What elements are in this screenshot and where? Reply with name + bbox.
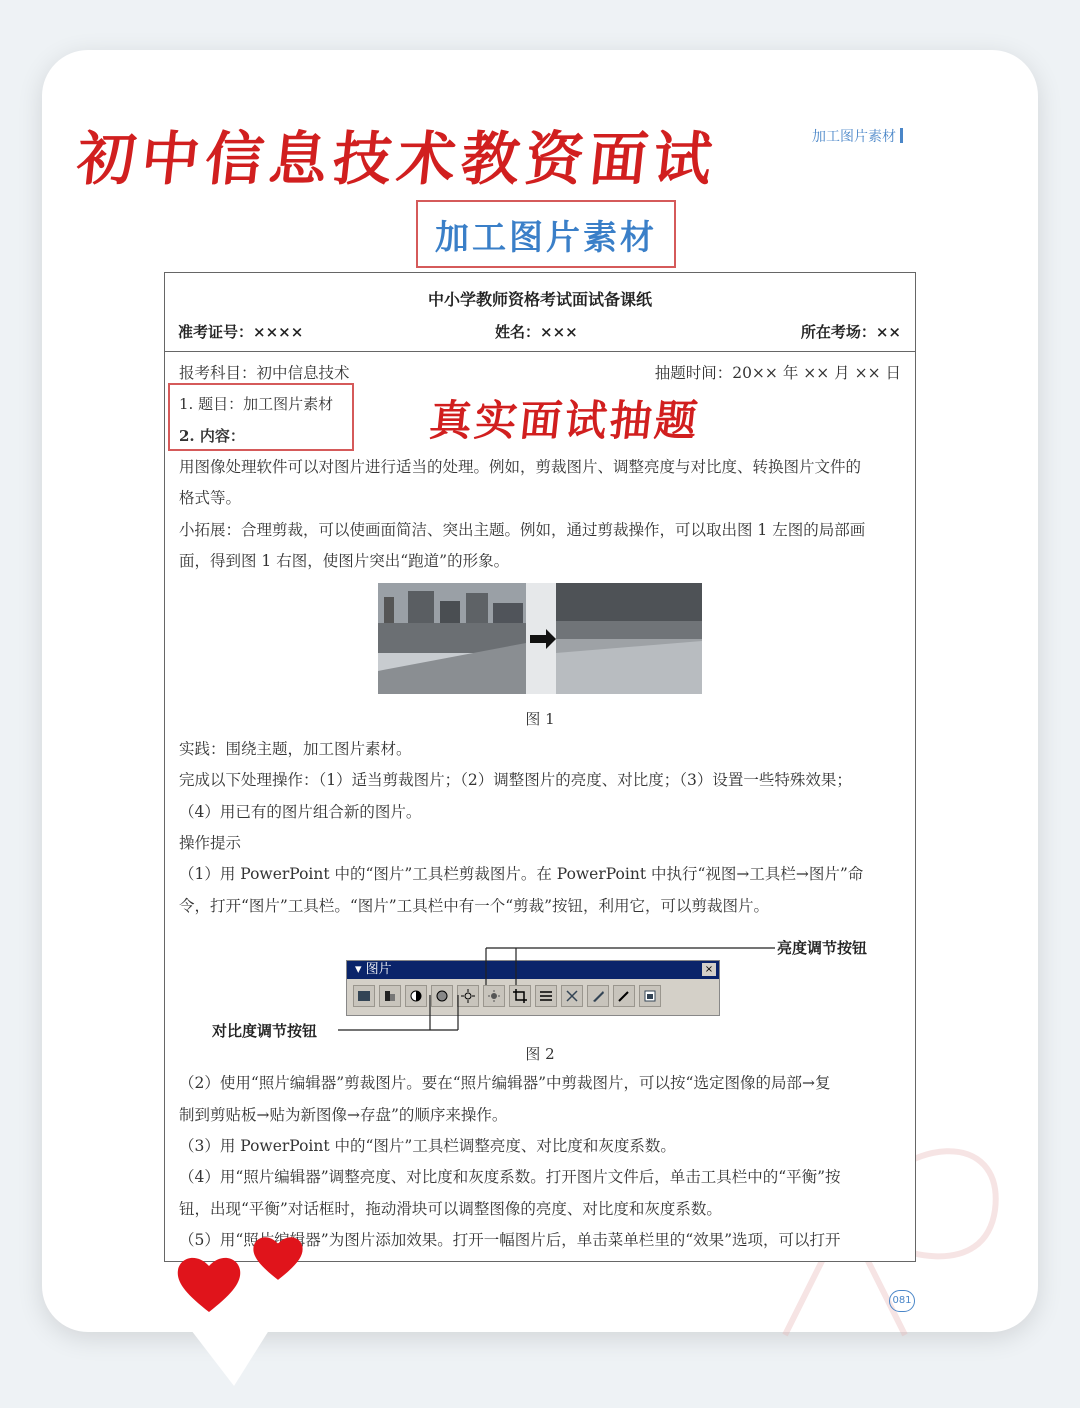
para1-line1: 用图像处理软件可以对图片进行适当的处理。例如，剪裁图片、调整亮度与对比度、转换图片文件的 [179,458,862,476]
hint5-line: （5）用“照片编辑器”为图片添加效果。打开一幅图片后，单击菜单栏里的“效果”选项，可以打开 [179,1231,841,1249]
name-field: 姓名：××× [495,323,578,341]
sheet-header [165,273,915,352]
brightness-button-callout: 亮度调节按钮 [777,939,868,957]
heart-icon [176,1252,242,1314]
title-content-highlight-box [168,383,354,451]
subject-text: 报考科目：初中信息技术 [179,364,350,382]
hint2-line2: 制到剪贴板→贴为新图像→存盘”的顺序来操作。 [179,1106,508,1124]
real-exam-overlay-label: 真实面试抽题 [427,396,703,445]
toolbar-chevron-icon: ▾ [355,962,366,977]
item-1: 1. 题目：加工图片素材 [179,395,334,413]
topic-title-box [416,200,676,268]
draw-time-text: 抽题时间：20×× 年 ×× 月 ×× 日 [654,364,901,382]
topic-title: 加工图片素材 [435,217,657,258]
exam-id-field: 准考证号：×××× [178,323,304,341]
toolbar-callout-lines [330,940,780,1040]
item-2: 2. 内容： [179,427,245,445]
para1-line2: 格式等。 [179,489,242,507]
figure1-crop-example [378,583,702,694]
hint1-line1: （1）用 PowerPoint 中的“图片”工具栏剪裁图片。在 PowerPoint 中执行“视图→工具栏→图片”命 [179,865,864,883]
hint2-line1: （2）使用“照片编辑器”剪裁图片。要在“照片编辑器”中剪裁图片，可以按“选定图像的局部→复 [179,1074,831,1092]
figure1-caption: 图 1 [525,710,555,728]
toolbar-title: 图片 [365,962,392,977]
hint4-line2: 钮，出现“平衡”对话框时，拖动滑块可以调整图像的亮度、对比度和灰度系数。 [179,1200,722,1218]
page-number: 081 [889,1290,915,1312]
hint1-line2: 令，打开“图片”工具栏。“图片”工具栏中有一个“剪裁”按钮，利用它，可以剪裁图片。 [179,897,770,915]
hint4-line1: （4）用“照片编辑器”调整亮度、对比度和灰度系数。打开图片文件后，单击工具栏中的“平衡”按 [179,1168,841,1186]
para2-line1: 小拓展：合理剪裁，可以使画面简洁、突出主题。例如，通过剪裁操作，可以取出图 1 左图的局部画 [179,521,866,539]
close-icon[interactable]: × [702,963,716,976]
venue-field: 所在考场：×× [800,323,901,341]
figure2-caption: 图 2 [525,1045,555,1063]
tasks-line2: （4）用已有的图片组合新的图片。 [179,803,422,821]
sheet-title: 中小学教师资格考试面试备课纸 [427,290,652,309]
corner-topic-tag: 加工图片素材 [812,126,903,146]
main-title: 初中信息技术教资面试 [73,125,722,193]
heart-icon-small [252,1232,304,1282]
practice-line: 实践：围绕主题，加工图片素材。 [179,740,412,758]
contrast-button-callout: 对比度调节按钮 [212,1022,318,1040]
para2-line2: 面，得到图 1 右图，使图片突出“跑道”的形象。 [179,552,510,570]
hint-title: 操作提示 [179,834,242,852]
hint3-line: （3）用 PowerPoint 中的“图片”工具栏调整亮度、对比度和灰度系数。 [179,1137,676,1155]
tasks-line1: 完成以下处理操作：（1）适当剪裁图片；（2）调整图片的亮度、对比度；（3）设置一些特殊效果； [179,771,852,789]
